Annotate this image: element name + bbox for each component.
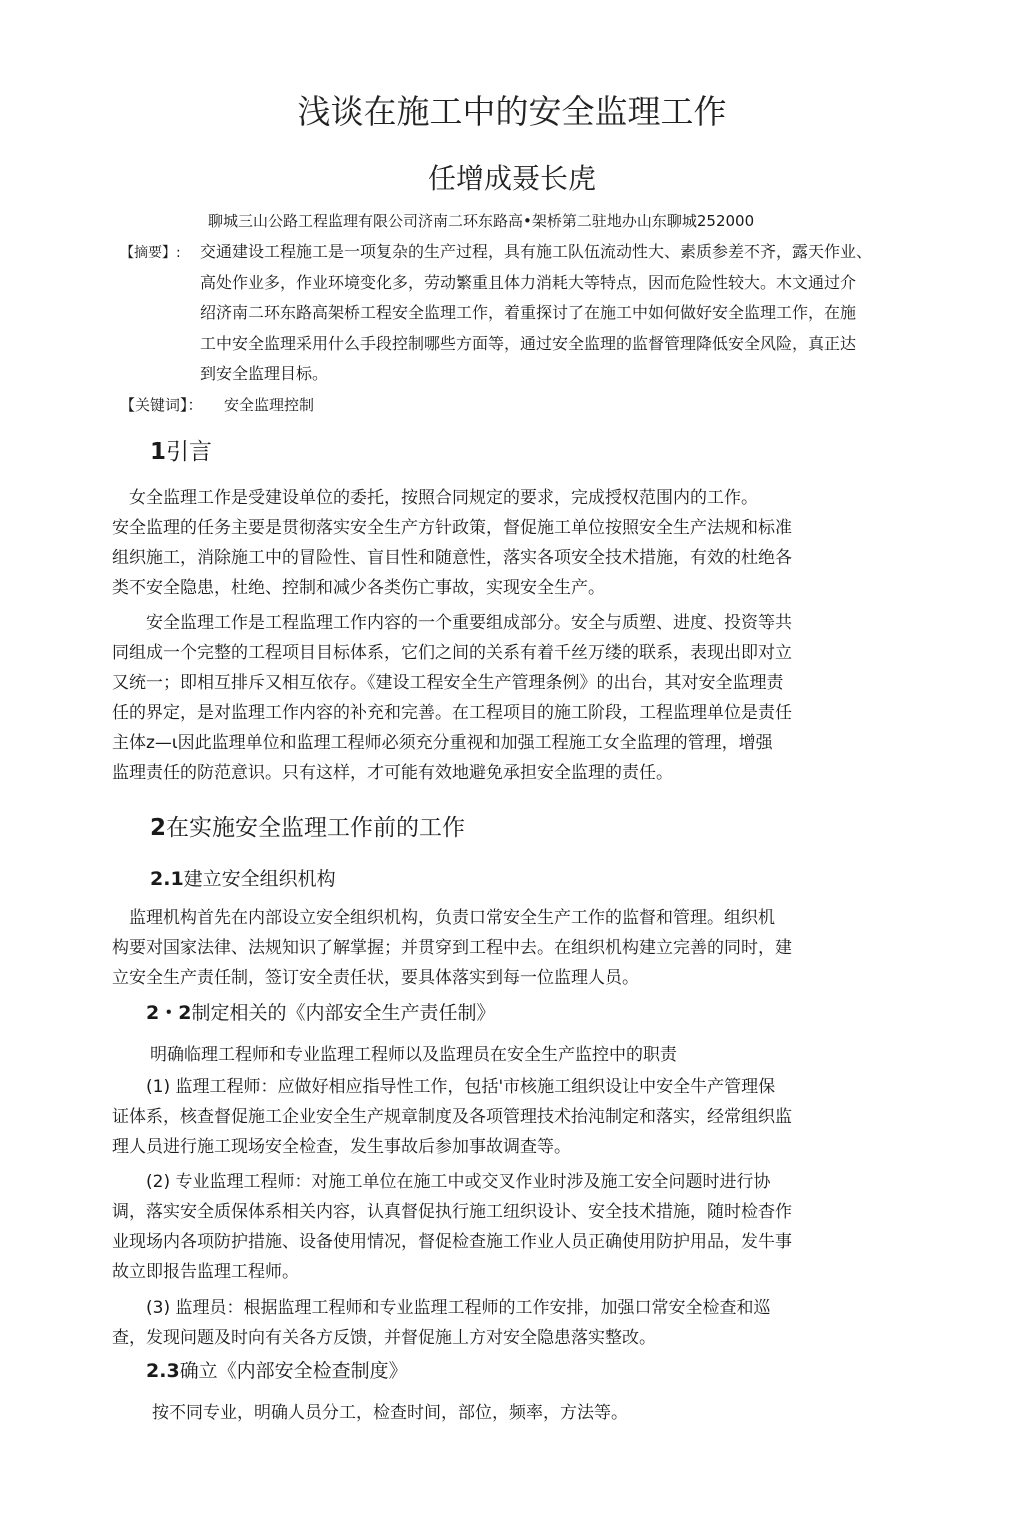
subsection-2-2-heading (146, 1000, 495, 1026)
text-line: 主体z—ι因此监理单位和监理工程师必须充分重视和加强工程施工女全监理的管理，增强 (112, 733, 773, 753)
affiliation: 聊城三山公路工程监理有限公司济南二环东路高•架桥第二驻地办山东聊城252000 (208, 212, 755, 230)
text-line: 调，落实安全质保体系相关内容，认真督促执行施工纽织设讣、安全技术措施，随时检杳作 (112, 1202, 792, 1222)
text-line: 构要对国家法律、法规知识了解掌握；并贯穿到工程中去。在组织机构建立完善的同时，建 (112, 938, 792, 958)
text-line: 证体系，核查督促施工企业安全生产规章制度及各项管理技术抬沌制定和落实，经常组织监 (112, 1107, 792, 1127)
abstract-body (200, 237, 910, 390)
section-title: 在实施安全监理工作前的工作 (166, 815, 466, 841)
section-2-heading (150, 812, 465, 844)
text-line: (3) 监理员：根据监理工程师和专业监理工程师的工作安排，加强口常安全检查和巡 (112, 1298, 771, 1318)
text-line: 监理机构首先在内部设立安全组织机构，负责口常安全生产工作的监督和管理。组织机 (112, 908, 775, 928)
abstract-line: 高处作业多，作业环境变化多，劳动繁重且体力消耗大等特点，因而危险性较大。木文通过介 (200, 272, 857, 292)
subsection-2-2-intro (150, 1040, 895, 1070)
document-title: 浅谈在施工中的安全监理工作 (297, 92, 727, 131)
section-title: 引言 (166, 439, 213, 465)
text-line: 故立即报告监理工程师。 (112, 1262, 299, 1282)
duty-item-3 (112, 1293, 857, 1353)
text-line: 安全监理的任务主要是贯彻落实安全生产方针政策，督促施工单位按照安全生产法规和标准 (112, 518, 792, 538)
text-line: 同组成一个完整的工程项目目标体系，它们之间的关系有着千丝万缕的联系，表现出即对立 (112, 643, 792, 663)
subsection-title: 确立《内部安全检查制度》 (179, 1360, 408, 1382)
text-line: 查，发现问题及时向有关各方反馈，并督促施丄方对安全隐患落实整改。 (112, 1328, 656, 1348)
text-line: 理人员进行施工现场安全检查，发生事故后参加事故调查等。 (112, 1137, 571, 1157)
text-line: 类不安全隐患，杜绝、控制和减少各类伤亡事故，实现安全生产。 (112, 578, 605, 598)
text-line: (2) 专业监理工程师：对施工单位在施工中或交叉作业时涉及施工安全问题时进行协 (112, 1172, 771, 1192)
duty-item-1 (112, 1072, 857, 1162)
text-line: 女全监理工作是受建设单位的委托，按照合同规定的要求，完成授权范围内的工作。 (112, 488, 758, 508)
text-line: 监理责任的防范意识。只有这样，才可能有效地避免承担安全监理的责任。 (112, 763, 673, 783)
abstract-line: 交通建设工程施工是一项复杂的生产过程，具有施工队伍流动性大、素质参差不齐，露天作业、 (200, 242, 873, 261)
abstract-line: 工中安全监理采用什么手段控制哪些方面等，通过安全监理的监督管理降低安全风险，真正达 (200, 333, 857, 353)
subsection-2-3-paragraph (152, 1398, 897, 1428)
subsection-2-1-paragraph (112, 903, 857, 993)
authors: 任增成聂长虎 (427, 162, 596, 195)
text-line: 明确临理工程师和专业监理工程师以及监理员在安全生产监控中的职责 (150, 1045, 677, 1065)
section-number: 2 (150, 815, 167, 841)
text-line: 按不同专业，明确人员分工，检查时间，部位，频率，方法等。 (152, 1403, 628, 1423)
keywords-text: 安全监理控制 (224, 396, 315, 414)
text-line: (1) 监理工程师：应做好相应指导性工作，包括'市核施工组织设让中安全牛产管理保 (112, 1077, 776, 1097)
section-1-paragraph-2 (112, 608, 857, 788)
section-1-paragraph-1 (112, 483, 857, 603)
keywords-label: 【关键词】： (120, 396, 203, 414)
text-line: 组织施工，消除施工中的冒险性、盲目性和随意性，落实各项安全技术措施，有效的杜绝各 (112, 548, 792, 568)
subsection-2-3-heading (146, 1358, 408, 1384)
section-number: 1 (150, 439, 167, 465)
text-line: 立安全生产责任制，签订安全责任状，要具体落实到每一位监理人员。 (112, 968, 639, 988)
abstract-label: 【摘要】: (120, 245, 181, 261)
subsection-title: 制定相关的《内部安全生产责任制》 (191, 1002, 496, 1024)
subsection-number: 2.1 (150, 868, 184, 890)
subsection-title: 建立安全组织机构 (183, 868, 336, 890)
subsection-number: 2・2 (146, 1002, 192, 1024)
section-1-heading (150, 436, 212, 468)
text-line: 安全监理工作是工程监理工作内容的一个重要组成部分。安全与质塑、进度、投资等共 (112, 613, 792, 633)
text-line: 又统一；即相互排斥又相互依存。《建设工程安全生产管理条例》的出台，其对安全监理责 (112, 673, 784, 693)
duty-item-2 (112, 1167, 857, 1287)
text-line: 业现场内各项防护措施、设备使用情况，督促检查施工作业人员正确使用防护用品，发牛事 (112, 1232, 792, 1252)
subsection-number: 2.3 (146, 1360, 180, 1382)
abstract-line: 绍济南二环东路高架桥工程安全监理工作，着重探讨了在施工中如何做好安全监理工作，在施 (200, 303, 857, 322)
subsection-2-1-heading (150, 866, 336, 892)
abstract-line: 到安全监理目标。 (200, 364, 329, 383)
text-line: 任的界定，是对监理工作内容的补充和完善。在工程项目的施工阶段，工程监理单位是责任 (112, 703, 792, 723)
